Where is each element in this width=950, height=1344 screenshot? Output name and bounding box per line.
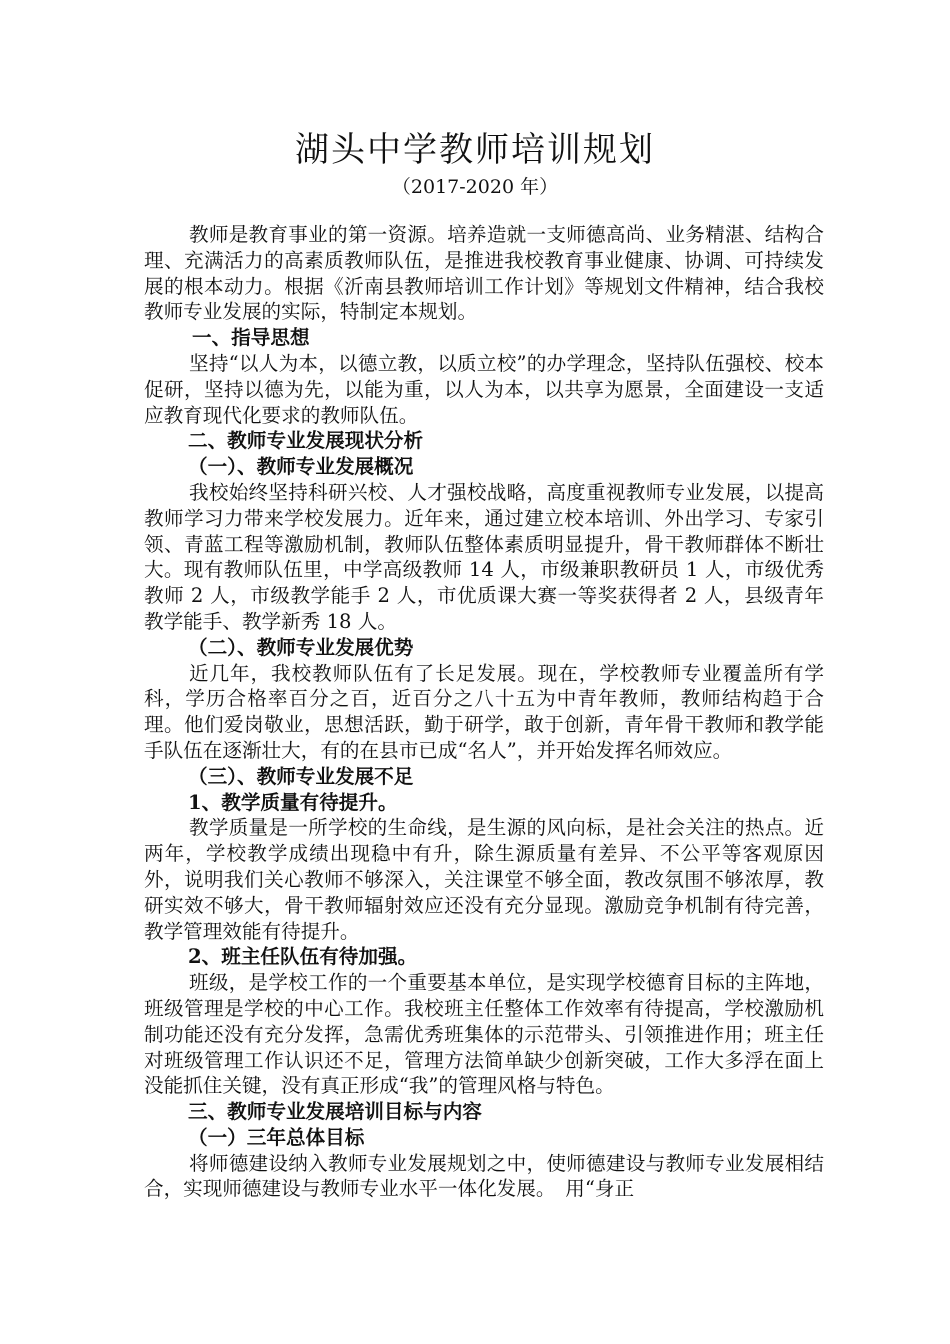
item-heading: 2、班主任队伍有待加强。 <box>188 945 418 969</box>
intro-paragraph: 教师是教育事业的第一资源。培养造就一支师德高尚、业务精湛、结构合理、充满活力的高素质教师队伍，是推进我校教育事业健康、协调、可持续发展的根本动力。根据《沂南县教师培训工作计划》等规划文件精神，结合我校教师专业发展的实际，特制定本规划。 <box>144 223 824 324</box>
paragraph: 教学质量是一所学校的生命线，是生源的风向标，是社会关注的热点。近两年，学校教学成绩出现稳中有升，除生源质量有差异、不公平等客观原因外，说明我们关心教师不够深入，关注课堂不够全面，教改氛围不够浓厚，教研实效不够大，骨干教师辐射效应还没有充分显现。激励竞争机制有待完善，教学管理效能有待提升。 <box>144 816 824 943</box>
section-heading: 一、指导思想 <box>192 326 310 350</box>
paragraph: 坚持“以人为本，以德立教，以质立校”的办学理念，坚持队伍强校、校本促研，坚持以德为先，以能为重，以人为本，以共享为愿景，全面建设一支适应教育现代化要求的教师队伍。 <box>144 351 824 427</box>
item-heading: 1、教学质量有待提升。 <box>188 790 398 814</box>
paragraph: 将师德建设纳入教师专业发展规划之中，使师德建设与教师专业发展相结合，实现师德建设与教师专业水平一体化发展。 用“身正 <box>144 1151 824 1201</box>
subsection-heading: （一）三年总体目标 <box>188 1125 365 1149</box>
paragraph: 近几年，我校教师队伍有了长足发展。现在，学校教师专业覆盖所有学科，学历合格率百分之百，近百分之八十五为中青年教师，教师结构趋于合理。他们爱岗敬业，思想活跃，勤于研学，敢于创新，青年骨干教师和教学能手队伍在逐渐壮大，有的在县市已成“名人”，并开始发挥名师效应。 <box>144 661 824 762</box>
subsection-heading: （三）、教师专业发展不足 <box>188 764 414 788</box>
section-heading: 三、教师专业发展培训目标与内容 <box>188 1100 482 1124</box>
section-heading: 二、教师专业发展现状分析 <box>188 429 424 453</box>
document-body <box>144 222 824 1202</box>
subsection-heading: （二）、教师专业发展优势 <box>188 635 414 659</box>
subsection-heading: （一）、教师专业发展概况 <box>188 455 414 479</box>
document-subtitle: （2017-2020 年） <box>391 176 559 198</box>
paragraph: 班级，是学校工作的一个重要基本单位，是实现学校德育目标的主阵地，班级管理是学校的中心工作。我校班主任整体工作效率有待提高，学校激励机制功能还没有充分发挥，急需优秀班集体的示范带头、引领推进作用；班主任对班级管理工作认识还不足，管理方法简单缺少创新突破，工作大多浮在面上没能抓住关键，没有真正形成“我”的管理风格与特色。 <box>144 971 824 1098</box>
document-title: 湖头中学教师培训规划 <box>295 130 655 170</box>
paragraph: 我校始终坚持科研兴校、人才强校战略，高度重视教师专业发展，以提高教师学习力带来学校发展力。近年来，通过建立校本培训、外出学习、专家引领、青蓝工程等激励机制，教师队伍整体素质明显提升，骨干教师群体不断壮大。现有教师队伍里，中学高级教师 14 人，市级兼职教研员 1 人，市级优秀教师 2 人，市级教学能手 2 人，市优质课大赛一等奖获得者 2 人，县级青年教学能手、教学新秀 18 人。 <box>144 480 824 633</box>
